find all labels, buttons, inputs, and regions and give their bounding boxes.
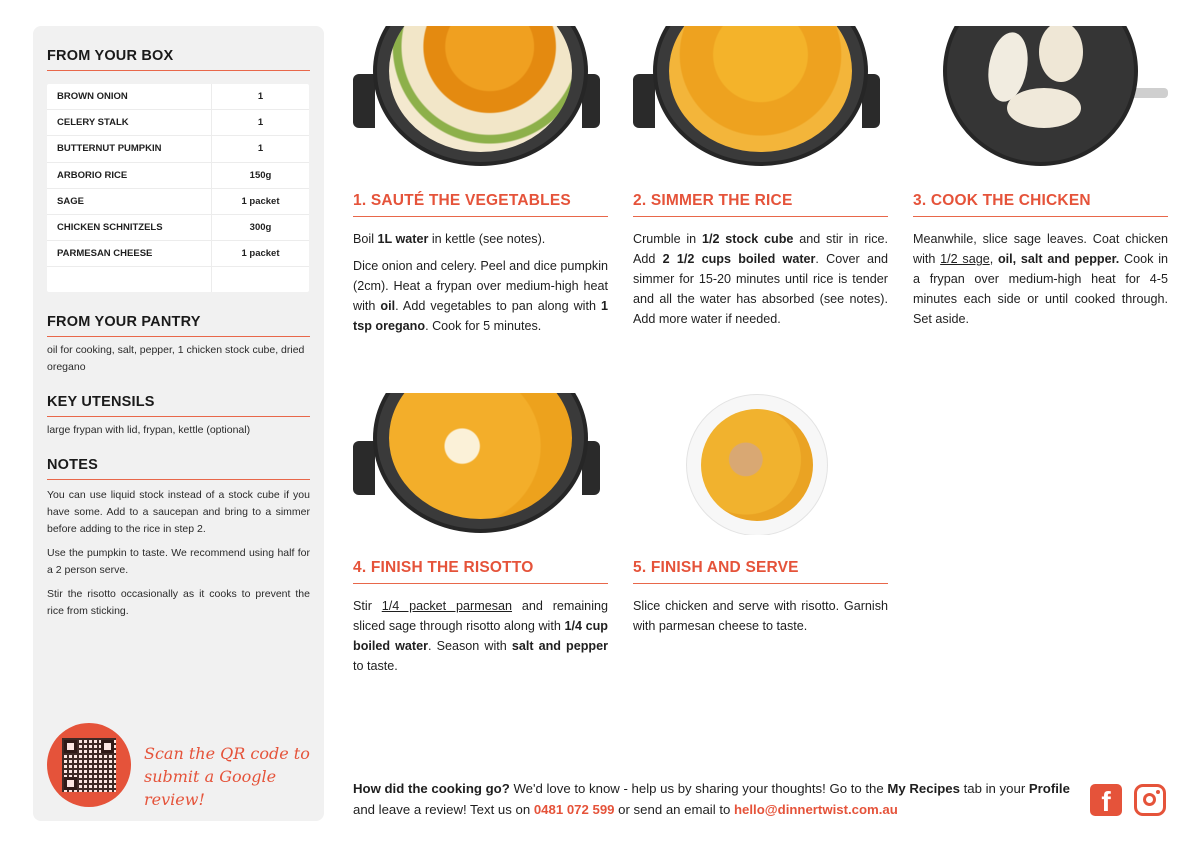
- step-4-body: [353, 596, 608, 676]
- ingredient-name: ARBORIO RICE: [57, 169, 128, 181]
- step-3-body: [913, 229, 1168, 329]
- step-3-paragraph-1: Meanwhile, slice sage leaves. Coat chicken with 1/2 sage, oil, salt and pepper. Cook in a frypan over medium-high heat for 4-5 minutes each side or until cooked through. Set aside.: [913, 232, 1168, 326]
- ingredient-name: CHICKEN SCHNITZELS: [57, 222, 163, 234]
- step-2-body: [633, 229, 888, 329]
- table-row: [47, 189, 309, 215]
- note-item: Stir the risotto occasionally as it cooks to prevent the rice from sticking.: [47, 588, 310, 617]
- ingredient-name: BUTTERNUT PUMPKIN: [57, 143, 162, 155]
- review-footer: How did the cooking go? We'd love to know - help us by sharing your thoughts! Go to the My Recipes tab in your Profile and leave a review! Text us on 0481 072 599 or send an email to hello@dinnertwist.com.au: [353, 781, 1070, 817]
- ingredient-qty: 1 packet: [211, 241, 309, 266]
- step-1-paragraph-1: Boil 1L water in kettle (see notes).: [353, 232, 546, 246]
- notes-section: [47, 457, 310, 620]
- step-5-body: [633, 596, 888, 636]
- step-4-paragraph-1: Stir 1/4 packet parmesan and remaining sliced sage through risotto along with 1/4 cup boiled water. Season with salt and pepper to taste.: [353, 599, 609, 673]
- notes-heading: NOTES: [47, 457, 310, 480]
- step-2: [633, 26, 888, 329]
- phone-number[interactable]: 0481 072 599: [533, 802, 615, 817]
- ingredients-table: [47, 84, 309, 292]
- ingredient-qty: 1: [211, 136, 309, 161]
- pantry-text: oil for cooking, salt, pepper, 1 chicken stock cube, dried oregano: [47, 344, 305, 373]
- step-5: [633, 393, 888, 636]
- step-5-paragraph-1: Slice chicken and serve with risotto. Garnish with parmesan cheese to taste.: [633, 599, 888, 633]
- table-row: [47, 241, 309, 267]
- utensils-section: [47, 394, 310, 439]
- ingredients-sidebar: [33, 26, 324, 821]
- step-1: [353, 26, 608, 336]
- step-2-title: 2. SIMMER THE RICE: [633, 192, 888, 217]
- facebook-icon[interactable]: f: [1090, 784, 1122, 816]
- step-1-body: [353, 229, 608, 336]
- ingredient-qty: 1: [211, 110, 309, 135]
- from-your-pantry-heading: FROM YOUR PANTRY: [47, 314, 310, 337]
- ingredient-name: PARMESAN CHEESE: [57, 248, 153, 260]
- qr-code-badge[interactable]: [47, 723, 131, 807]
- step-2-paragraph-1: Crumble in 1/2 stock cube and stir in rice. Add 2 1/2 cups boiled water. Cover and simmer for 15-20 minutes until rice is tender and all the water has absorbed (see notes). Add more water if needed.: [633, 232, 888, 326]
- step-3: [913, 26, 1168, 329]
- email-link[interactable]: hello@dinnertwist.com.au: [734, 802, 898, 817]
- key-utensils-heading: KEY UTENSILS: [47, 394, 310, 417]
- from-your-box-heading: FROM YOUR BOX: [47, 48, 310, 71]
- step-1-title: 1. SAUTÉ THE VEGETABLES: [353, 192, 608, 217]
- ingredient-name: SAGE: [57, 195, 84, 207]
- table-row: [47, 110, 309, 136]
- note-item: You can use liquid stock instead of a stock cube if you have some. Add to a saucepan and bring to a simmer before adding to the rice in step 2.: [47, 489, 310, 535]
- utensils-text: large frypan with lid, frypan, kettle (optional): [47, 424, 251, 436]
- step-1-paragraph-2: Dice onion and celery. Peel and dice pumpkin (2cm). Heat a frypan over medium-high heat with oil. Add vegetables to pan along with 1 tsp oregano. Cook for 5 minutes.: [353, 259, 608, 333]
- ingredient-qty: 150g: [211, 163, 309, 188]
- step-1-photo: [353, 26, 608, 168]
- table-row: [47, 215, 309, 241]
- step-2-photo: [633, 26, 888, 168]
- table-row: [47, 84, 309, 110]
- table-row: [47, 267, 309, 292]
- step-5-photo: [633, 393, 888, 535]
- instagram-icon[interactable]: [1134, 784, 1166, 816]
- pantry-section: [47, 314, 310, 376]
- table-row: [47, 163, 309, 189]
- qr-code-icon: [62, 738, 116, 792]
- ingredient-name: BROWN ONION: [57, 91, 128, 103]
- ingredient-qty: 300g: [211, 215, 309, 240]
- step-4-photo: [353, 393, 608, 535]
- step-4: [353, 393, 608, 676]
- step-3-title: 3. COOK THE CHICKEN: [913, 192, 1168, 217]
- step-3-photo: [913, 26, 1168, 168]
- ingredient-name: CELERY STALK: [57, 117, 129, 129]
- ingredient-qty: 1 packet: [211, 189, 309, 214]
- ingredient-qty: [211, 267, 309, 292]
- ingredient-qty: 1: [211, 84, 309, 109]
- table-row: [47, 136, 309, 162]
- step-5-title: 5. FINISH AND SERVE: [633, 559, 888, 584]
- qr-caption: Scan the QR code to submit a Google review!: [144, 744, 310, 809]
- note-item: Use the pumpkin to taste. We recommend using half for a 2 person serve.: [47, 547, 310, 576]
- step-4-title: 4. FINISH THE RISOTTO: [353, 559, 608, 584]
